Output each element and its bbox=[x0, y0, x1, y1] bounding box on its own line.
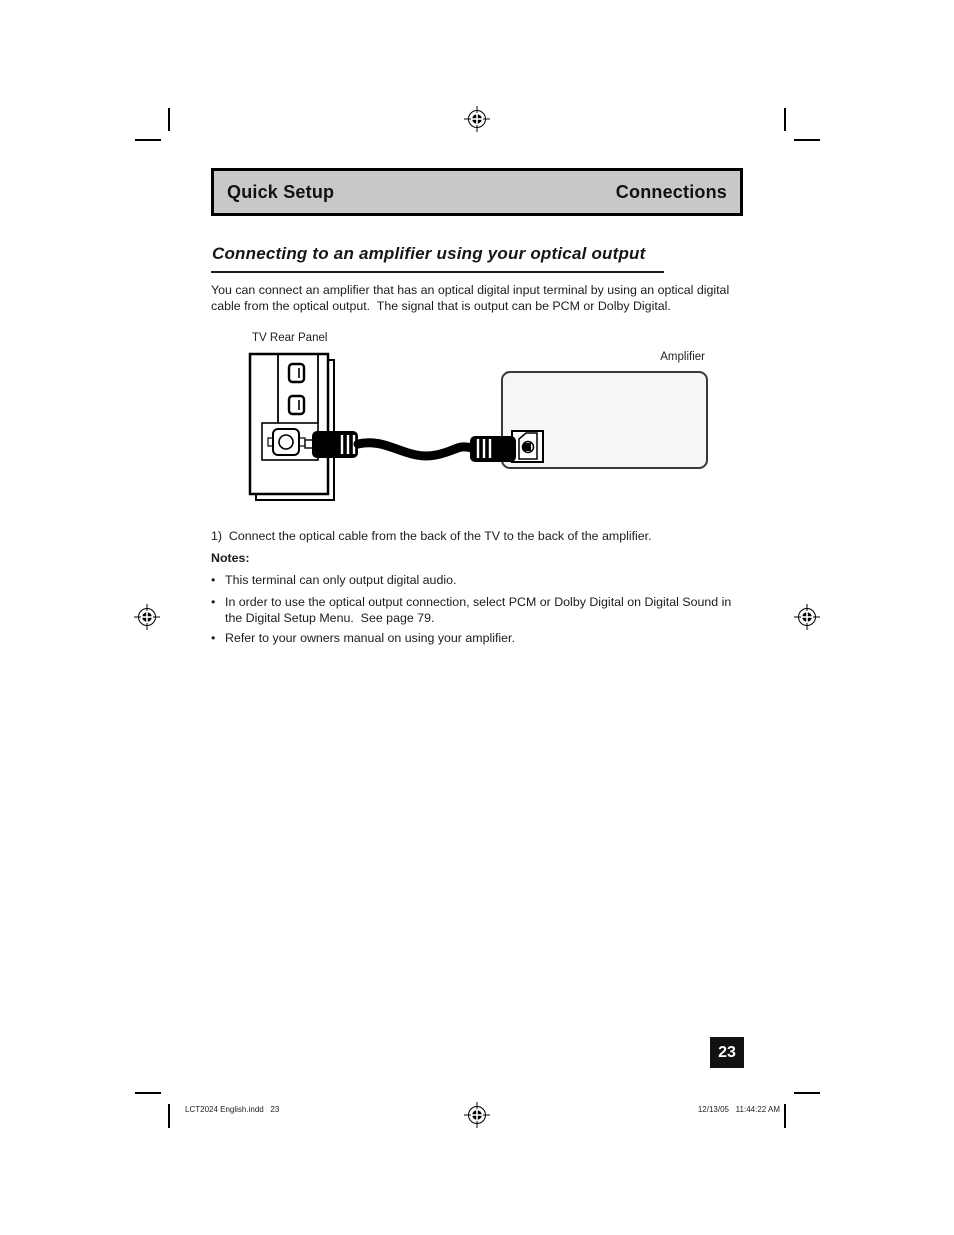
header-right-title: Connections bbox=[615, 181, 727, 202]
step-1-instruction: 1) Connect the optical cable from the back of the TV to the back of the amplifier. bbox=[211, 529, 652, 543]
registration-mark-icon bbox=[463, 1101, 491, 1129]
cable-left-plug bbox=[312, 431, 358, 458]
title-underline bbox=[211, 271, 664, 273]
note-text: In order to use the optical output connection, select PCM or Dolby Digital on Digital Sound in the Digital Setup Menu. See page 79. bbox=[225, 595, 735, 625]
note-item bbox=[211, 573, 745, 589]
crop-mark-bottom-right-horizontal bbox=[794, 1092, 820, 1094]
header-left-title: Quick Setup bbox=[227, 181, 335, 202]
page-number-badge: 23 bbox=[710, 1037, 744, 1068]
bullet-icon: • bbox=[211, 631, 216, 645]
note-text: Refer to your owners manual on using your amplifier. bbox=[225, 631, 515, 645]
connection-diagram bbox=[240, 328, 740, 513]
crop-mark-top-left-vertical bbox=[168, 108, 170, 131]
note-item bbox=[211, 631, 745, 647]
page-title: Connecting to an amplifier using your optical output bbox=[212, 244, 646, 263]
notes-heading: Notes: bbox=[211, 551, 250, 565]
crop-mark-bottom-left-horizontal bbox=[135, 1092, 161, 1094]
registration-mark-icon bbox=[463, 105, 491, 133]
tv-connector-jack-1 bbox=[289, 364, 304, 382]
crop-mark-top-right-vertical bbox=[784, 108, 786, 131]
crop-mark-top-right-horizontal bbox=[794, 139, 820, 141]
optical-out-lens bbox=[279, 435, 293, 449]
crop-mark-bottom-left-vertical bbox=[168, 1104, 170, 1128]
registration-mark-icon bbox=[133, 603, 161, 631]
footer-timestamp: 12/13/05 11:44:22 AM bbox=[697, 1105, 780, 1114]
bullet-icon: • bbox=[211, 595, 216, 609]
optical-cable bbox=[358, 443, 472, 456]
intro-paragraph: You can connect an amplifier that has an optical digital input terminal by using an optical digital cable from the optical output. The signal that is output can be PCM or Dolby Digital. bbox=[211, 283, 733, 313]
note-text: This terminal can only output digital audio. bbox=[225, 573, 457, 587]
crop-mark-top-left-horizontal bbox=[135, 139, 161, 141]
bullet-icon: • bbox=[211, 573, 216, 587]
cable-right-tip bbox=[523, 443, 531, 451]
tv-connector-jack-2 bbox=[289, 396, 304, 414]
cable-left-tip bbox=[305, 440, 313, 448]
note-item bbox=[211, 595, 745, 626]
amplifier-label: Amplifier bbox=[660, 351, 705, 363]
crop-mark-bottom-right-vertical bbox=[784, 1104, 786, 1128]
section-header-bar bbox=[211, 168, 743, 216]
tv-rear-panel-label: TV Rear Panel bbox=[252, 332, 328, 344]
footer-filename: LCT2024 English.indd 23 bbox=[185, 1105, 280, 1114]
registration-mark-icon bbox=[793, 603, 821, 631]
